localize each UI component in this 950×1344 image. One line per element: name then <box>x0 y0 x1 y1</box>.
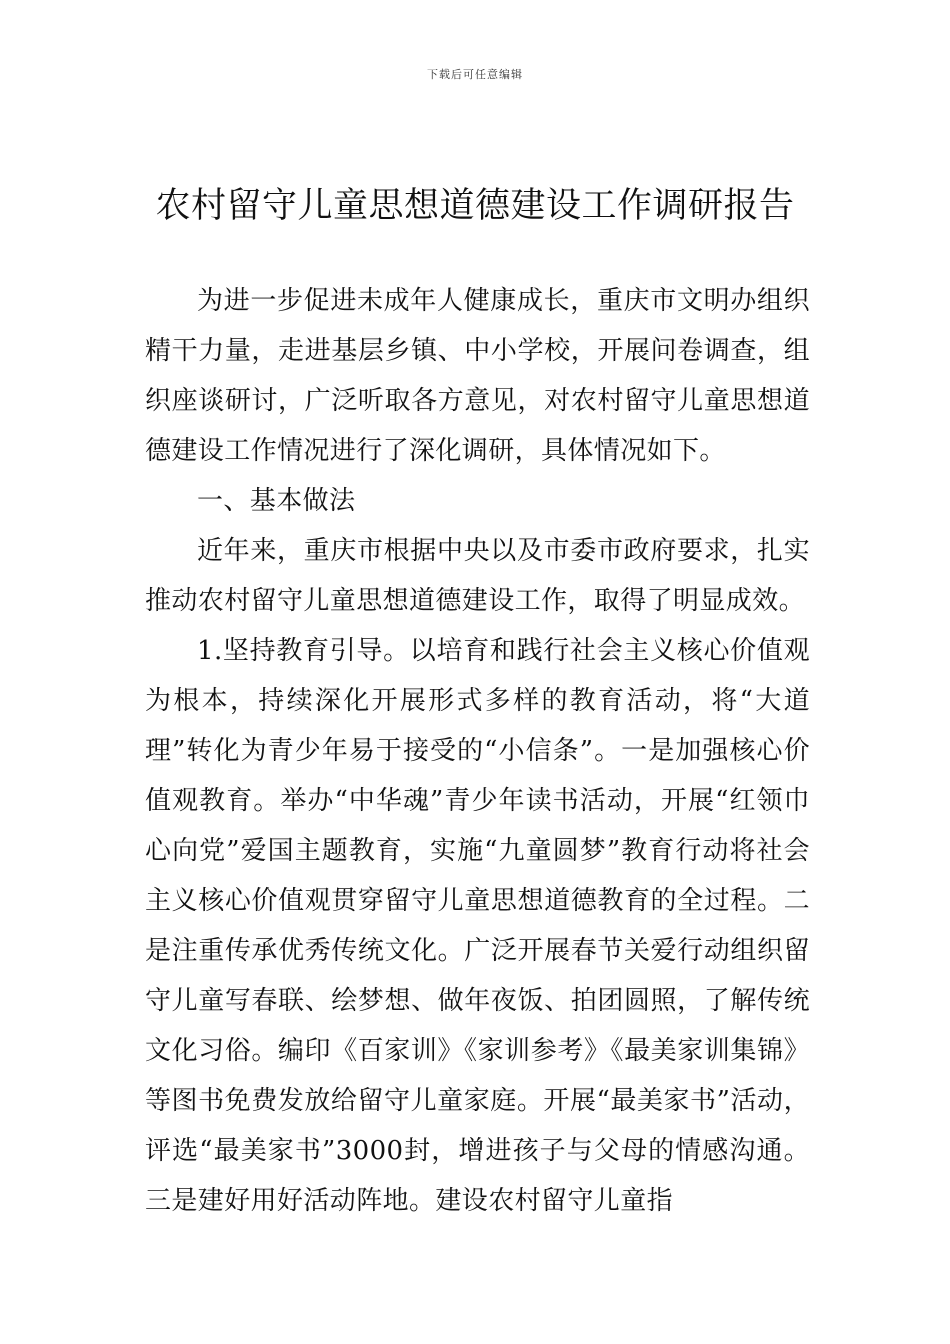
paragraph-education-guidance: 1.坚持教育引导。以培育和践行社会主义核心价值观为根本，持续深化开展形式多样的教育活动，将“大道理”转化为青少年易于接受的“小信条”。一是加强核心价值观教育。举办“中华魂”青少年读书活动，开展“红领巾心向党”爱国主题教育，实施“九童圆梦”教育行动将社会主义核心价值观贯穿留守儿童思想道德教育的全过程。二是注重传承优秀传统文化。广泛开展春节关爱行动组织留守儿童写春联、绘梦想、做年夜饭、拍团圆照，了解传统文化习俗。编印《百家训》《家训参考》《最美家训集锦》等图书免费发放给留守儿童家庭。开展“最美家书”活动，评选“最美家书”3000封，增进孩子与父母的情感沟通。三是建好用好活动阵地。建设农村留守儿童指 <box>145 636 810 1216</box>
section-heading-basic-practices: 一、基本做法 <box>197 486 356 516</box>
paragraph-overview: 近年来，重庆市根据中央以及市委市政府要求，扎实推动农村留守儿童思想道德建设工作，取得了明显成效。 <box>145 536 810 616</box>
document-body <box>145 276 810 1226</box>
document-title: 农村留守儿童思想道德建设工作调研报告 <box>155 186 795 226</box>
paragraph-intro: 为进一步促进未成年人健康成长，重庆市文明办组织精干力量，走进基层乡镇、中小学校，开展问卷调查，组织座谈研讨，广泛听取各方意见，对农村留守儿童思想道德建设工作情况进行了深化调研，具体情况如下。 <box>145 286 810 466</box>
header-note: 下载后可任意编辑 <box>427 68 523 81</box>
